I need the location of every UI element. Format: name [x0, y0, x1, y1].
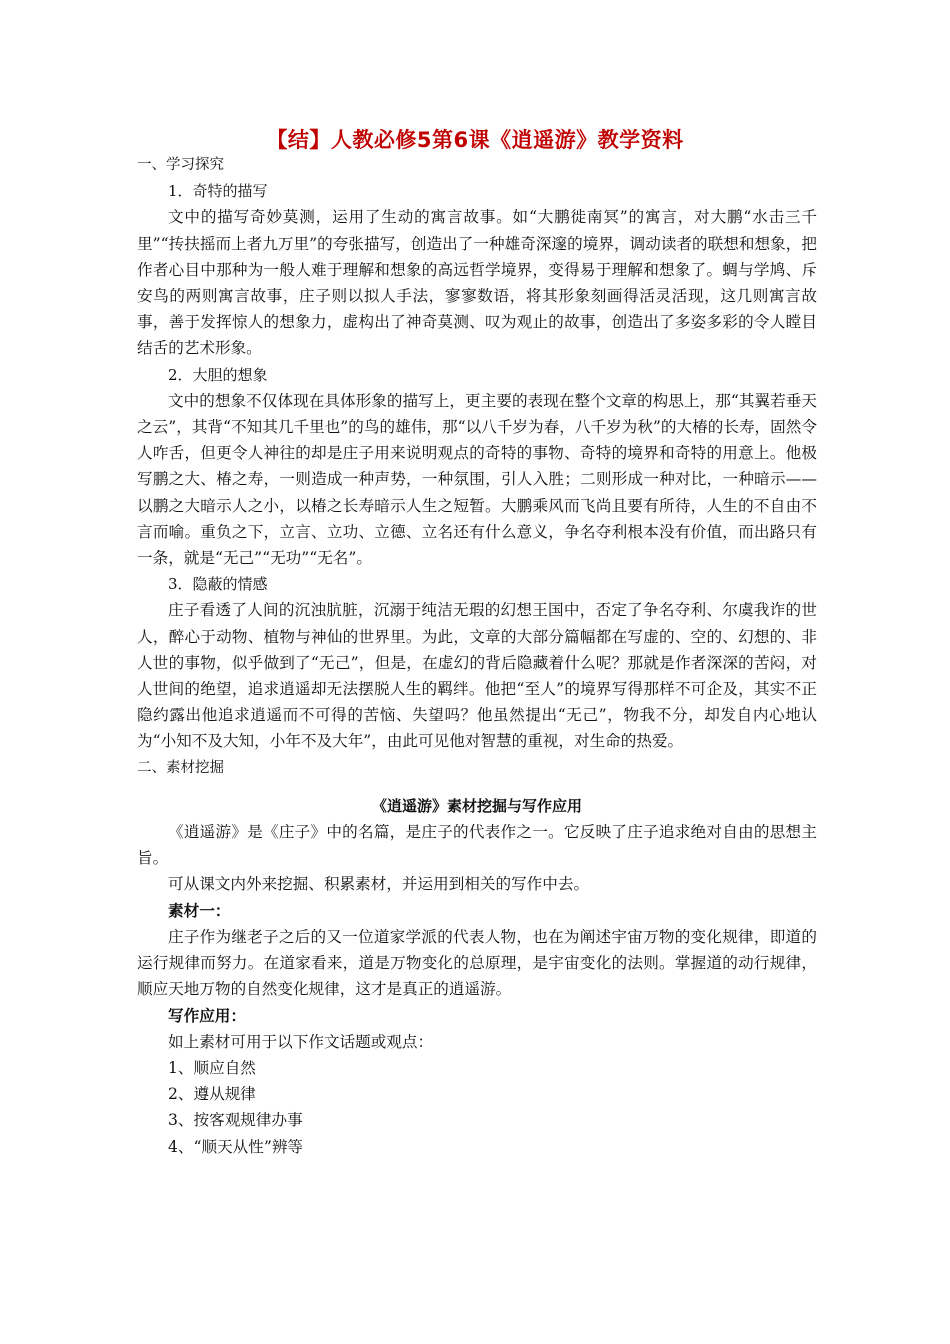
- materials-intro-2: 可从课文内外来挖掘、积累素材，并运用到相关的写作中去。: [168, 875, 590, 894]
- paragraph-description: 文中的描写奇妙莫测，运用了生动的寓言故事。如“大鹏徙南冥”的寓言，对大鹏“水击三千里”“抟扶摇而上者九万里”的夸张描写，创造出了一种雄奇深邃的境界，调动读者的联想和想象，把作者心目中那种为一般人难于理解和想象的高远哲学境界，变得易于理解和想象了。蜩与学鸠、斥安鸟的两则寓言故事，庄子则以拟人手法，寥寥数语，将其形象刻画得活灵活现，这几则寓言故事，善于发挥惊人的想象力，虚构出了神奇莫测、叹为观止的故事，创造出了多姿多彩的令人瞠目结舌的艺术形象。: [137, 208, 817, 358]
- section-heading-study: 一、学习探究: [137, 157, 224, 173]
- document-title: 【结】人教必修5第6课《逍遥游》教学资料: [266, 128, 684, 152]
- paragraph-emotion: 庄子看透了人间的沉浊肮脏，沉溺于纯洁无瑕的幻想王国中，否定了争名夺利、尔虞我诈的世人，醉心于动物、植物与神仙的世界里。为此，文章的大部分篇幅都在写虚的、空的、幻想的、非人世的事物，似乎做到了“无己”，但是，在虚幻的背后隐藏着什么呢？那就是作者深深的苦闷，对人世间的绝望，追求逍遥却无法摆脱人生的羁绊。他把“至人”的境界写得那样不可企及，其实不正隐约露出他追求逍遥而不可得的苦恼、失望吗？他虽然提出“无己”，物我不分，却发自内心地认为“小知不及大知，小年不及大年”，由此可见他对智慧的重视，对生命的热爱。: [137, 601, 817, 751]
- paragraph-imagination: 文中的想象不仅体现在具体形象的描写上，更主要的表现在整个文章的构思上，那“其翼若垂天之云”，其背“不知其几千里也”的鸟的雄伟，那“以八千岁为春，八千岁为秋”的大椿的长寿，固然令人咋舌，但更令人神往的却是庄子用来说明观点的奇特的事物、奇特的境界和奇特的用意上。他极写鹏之大、椿之寿，一则造成一种声势，一种氛围，引人入胜；二则形成一种对比，一种暗示——以鹏之大暗示人之小，以椿之长寿暗示人生之短暂。大鹏乘风而飞尚且要有所待，人生的不自由不言而喻。重负之下，立言、立功、立德、立名还有什么意义，争名夺利根本没有价值，而出路只有一条，就是“无己”“无功”“无名”。: [137, 391, 817, 568]
- subheading-emotion: 3．隐蔽的情感: [168, 575, 268, 594]
- material-one-text: 庄子作为继老子之后的又一位道家学派的代表人物，也在为阐述宇宙万物的变化规律，即道的运行规律而努力。在道家看来，道是万物变化的总原理，是宇宙变化的法则。掌握道的动行规律，顺应天地万物的自然变化规律，这才是真正的逍遥游。: [137, 927, 817, 999]
- writing-application-intro: 如上素材可用于以下作文话题或观点：: [168, 1032, 434, 1051]
- topic-item: 1、顺应自然: [168, 1058, 256, 1077]
- topic-item: 3、按客观规律办事: [168, 1111, 303, 1130]
- topic-item: 2、遵从规律: [168, 1085, 256, 1104]
- subheading-description: 1．奇特的描写: [168, 182, 268, 201]
- materials-intro-1: 《逍遥游》是《庄子》中的名篇，是庄子的代表作之一。它反映了庄子追求绝对自由的思想主旨。: [137, 823, 817, 868]
- subheading-imagination: 2．大胆的想象: [168, 365, 268, 384]
- material-one-label: 素材一：: [168, 900, 231, 920]
- section-heading-materials: 二、素材挖掘: [137, 759, 224, 776]
- materials-subtitle: 《逍遥游》素材挖掘与写作应用: [371, 796, 582, 815]
- document-body: [137, 152, 817, 1160]
- topic-item: 4、“顺天从性”辨等: [168, 1137, 304, 1156]
- writing-application-label: 写作应用：: [168, 1005, 246, 1025]
